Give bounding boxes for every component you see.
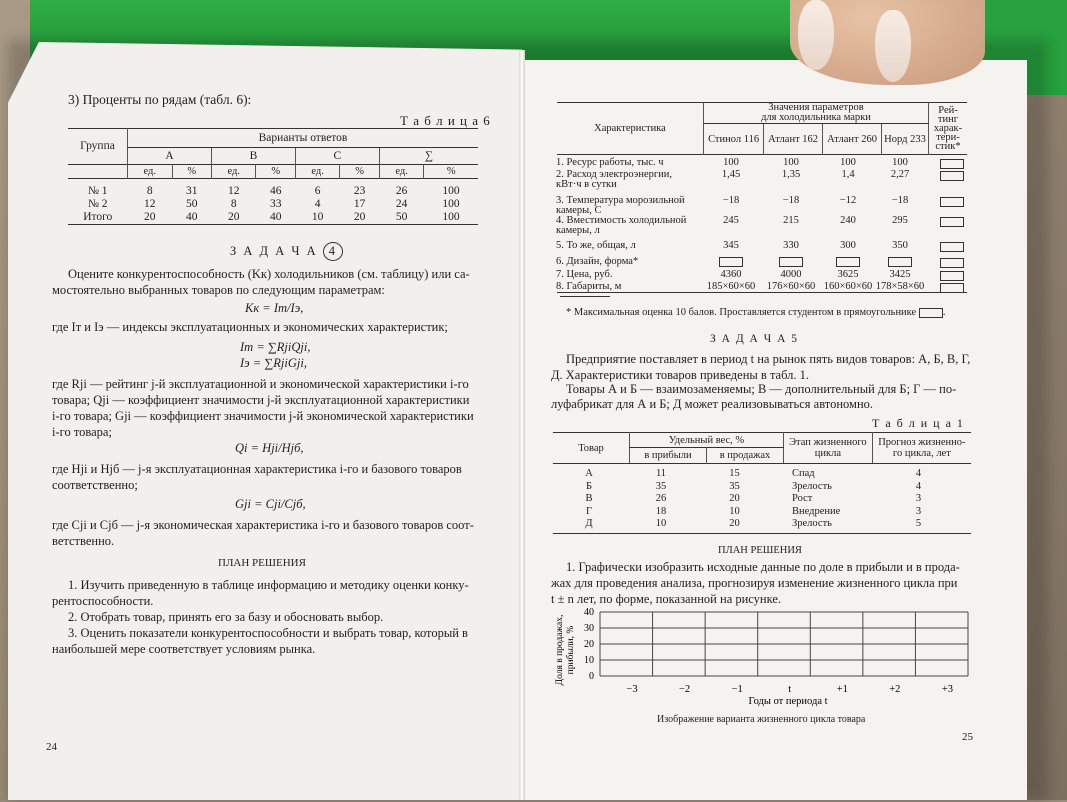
table6-subcol: % — [256, 165, 295, 179]
table-row — [68, 211, 478, 225]
rating-box — [940, 197, 964, 207]
chart-xtick: +1 — [836, 684, 848, 695]
para-text: где Iт и Iэ — индексы эксплуатационных и экономических характеристик; — [52, 320, 448, 334]
cell: 17 — [353, 198, 366, 210]
fridge-cell: 100 — [892, 157, 908, 168]
chart-ytick: 30 — [584, 623, 594, 634]
step-text: 2. Отобрать товар, принять его за базу и обосновать выбор. — [68, 610, 384, 624]
table1-cell: 10 — [655, 518, 667, 529]
table6-subcol: ед. — [128, 165, 173, 179]
table1-cell: 15 — [729, 468, 740, 479]
rating-box — [779, 257, 803, 267]
table1-cell: Зрелость — [792, 480, 832, 492]
table1-cell: 4 — [915, 480, 922, 492]
fridge-cell: −18 — [891, 195, 909, 206]
table1-cell: 4 — [915, 468, 922, 479]
table1-cell: 20 — [729, 518, 740, 529]
para-text: мостоятельно выбранных товаров по следующим параметрам: — [52, 283, 385, 297]
step-text: 3. Оценить показатели конкурентоспособности и выбрать товар, который в — [68, 626, 468, 640]
fridge-row-label2: камеры, л — [556, 225, 600, 236]
rating-box-cell — [940, 158, 964, 169]
fridge-cell: 300 — [840, 240, 856, 251]
footnote-rule — [560, 296, 610, 297]
table1-cell: Рост — [792, 493, 813, 504]
chart-ylabel-l1: Доля в продажах, — [555, 614, 565, 686]
table6-subcol: ед. — [295, 165, 340, 179]
rating-header-line: стик* — [935, 141, 961, 152]
fridge-row-label2: камеры, С — [556, 205, 602, 216]
fridge-cell: −12 — [839, 195, 857, 206]
table1-cell: А — [585, 468, 593, 479]
table6-col-b: B — [211, 148, 295, 165]
fridge-cell: 345 — [723, 240, 739, 251]
formula: Iэ = ∑RjiGji, — [240, 356, 307, 370]
row-label: № 2 — [87, 198, 108, 210]
table1-cell: Г — [585, 505, 593, 517]
para-text: ветственно. — [52, 534, 115, 548]
fridge-row-label2: кВт·ч в сутки — [556, 179, 617, 190]
table1-cell: 3 — [915, 505, 922, 517]
brand-header: Атлант 162 — [764, 124, 823, 155]
table6-col-a: A — [128, 148, 212, 165]
footnote-box — [919, 308, 943, 318]
cell: 20 — [144, 211, 156, 223]
table6-subcol: % — [172, 165, 211, 179]
cell: 100 — [442, 198, 460, 210]
fridge-cell: 240 — [840, 215, 856, 226]
fridge-cell: 4000 — [780, 269, 802, 280]
table1-stage-header — [784, 433, 873, 464]
forecast-header-l2: го цикла, лет — [892, 448, 951, 459]
fridge-rating-header — [929, 103, 968, 155]
para-text: где Cji и Cjб — j-я экономическая характеристика i-го и базового товаров соот- — [52, 518, 474, 532]
table1-cell: Д — [585, 518, 593, 529]
table6-subcol: % — [424, 165, 478, 179]
chart-ytick: 20 — [584, 639, 594, 650]
table1-sales-header: в продажах — [707, 448, 784, 464]
para-text: соответственно; — [52, 478, 138, 492]
fridge-row-label: 7. Цена, руб. — [556, 269, 613, 280]
rating-box — [940, 217, 964, 227]
rating-header-line: Рей- — [938, 105, 958, 116]
chart-caption: Изображение варианта жизненного цикла товара — [657, 714, 866, 725]
step-text: наибольшей мере соответствует условиям рынка. — [52, 642, 316, 656]
para-text: 1. Графически изобразить исходные данные по доле в прибыли и в прода- — [566, 560, 960, 574]
rating-box-cell — [940, 170, 964, 181]
step-text: 1. Изучить приведенную в таблице информацию и методику оценки конку- — [68, 578, 469, 592]
fridge-cell: 330 — [783, 240, 799, 251]
rating-box — [940, 271, 964, 281]
rating-box — [888, 257, 912, 267]
fridge-cell: 185×60×60 — [706, 281, 756, 292]
fridge-cell: 1,45 — [721, 169, 741, 180]
table6-col-c: C — [295, 148, 379, 165]
fridge-design-box — [820, 257, 876, 267]
para-text: Д. Характеристики товаров приведены в табл. 1. — [551, 368, 810, 382]
para-text: Предприятие поставляет в период t на рынок пять видов товаров: А, Б, В, Г, — [566, 352, 971, 366]
table1-bottom-rule — [553, 533, 971, 534]
row-label: Итого — [83, 211, 113, 223]
fridge-table-bottom-rule — [557, 292, 967, 293]
brand-header: Атлант 260 — [823, 124, 882, 155]
brand-header: Стинол 116 — [704, 124, 764, 155]
task5-title: З А Д А Ч А 5 — [710, 333, 799, 345]
left-heading: 3) Проценты по рядам (табл. 6): — [68, 92, 252, 107]
chart-xtick: t — [788, 684, 792, 695]
para-text: t ± n лет, по форме, показанной на рисунке. — [551, 592, 782, 606]
fridge-values-header-l2: для холодильника марки — [761, 112, 871, 123]
para-text: товара; Qji — коэффициент значимости j-й эксплуатационной характеристики — [52, 393, 470, 407]
table1 — [553, 432, 971, 464]
para-text: i-го товара; — [52, 425, 112, 439]
chart-xticks — [626, 684, 953, 695]
rating-header-line: харак- — [933, 123, 963, 134]
table1-cell: 35 — [729, 480, 740, 492]
cell: 20 — [227, 211, 240, 223]
fridge-cell: 4360 — [720, 269, 742, 280]
cell: 50 — [185, 198, 198, 210]
fridge-row-label: 4. Вместимость холодильной — [556, 215, 687, 226]
step-text: рентоспособности. — [52, 594, 154, 608]
rating-box — [940, 159, 964, 169]
fridge-cell: 350 — [892, 240, 908, 251]
plan-title-right: ПЛАН РЕШЕНИЯ — [718, 545, 802, 556]
table6-label: Т а б л и ц а 6 — [400, 113, 491, 128]
fridge-row-label: 6. Дизайн, форма* — [556, 256, 639, 267]
table6-subcol: % — [340, 165, 379, 179]
stage-header-l1: Этап жизненного — [789, 437, 867, 448]
lifecycle-chart — [548, 606, 988, 716]
fridge-cell: 1,35 — [781, 169, 801, 180]
table1-cell: Внедрение — [792, 505, 841, 517]
fridge-cell: 215 — [783, 215, 799, 226]
task4-title-text: З А Д А Ч А — [230, 244, 318, 258]
cell: 40 — [269, 211, 282, 223]
fridge-cell: 1,4 — [841, 169, 855, 180]
rating-box — [719, 257, 743, 267]
formula: Iт = ∑RjiQji, — [240, 340, 311, 354]
table1-cell: 26 — [655, 493, 667, 504]
fridge-cell: 100 — [723, 157, 739, 168]
chart-xtick: −3 — [626, 684, 638, 695]
chart-xlabel: Годы от периода t — [748, 696, 828, 707]
cell: 46 — [269, 185, 282, 197]
page-number-left: 24 — [46, 741, 57, 753]
table1-cell: 10 — [729, 505, 740, 517]
fridge-cell: 100 — [840, 157, 856, 168]
chart-xtick: +3 — [941, 684, 954, 695]
para-text: Товары А и Б — взаимозаменяемы; В — дополнительный для Б; Г — по- — [566, 382, 957, 396]
rating-box-cell — [940, 196, 964, 207]
table1-cell: Б — [585, 480, 593, 492]
rating-box-cell — [940, 241, 964, 252]
forecast-header-l1: Прогноз жизненно- — [878, 437, 966, 448]
table1-share-header: Удельный вес, % — [630, 433, 784, 448]
para-text: i-го товара; Gji — коэффициент значимости j-й экономической характеристики — [52, 409, 474, 423]
row-label: № 1 — [87, 185, 108, 197]
fridge-row-label: 1. Ресурс работы, тыс. ч — [556, 157, 664, 168]
table6-subcol: ед. — [211, 165, 256, 179]
fridge-design-box — [872, 257, 928, 267]
table6-group-header: Группа — [80, 140, 115, 152]
para-text: где Rji — рейтинг j-й эксплуатационной и экономической характеристики i-го — [52, 377, 469, 391]
table1-product-header: Товар — [553, 433, 630, 464]
table1-forecast-header — [872, 433, 971, 464]
table1-cell: В — [585, 493, 593, 504]
para-text: где Hji и Hjб — j-я эксплуатационная характеристика i-го и базового товаров — [52, 462, 462, 476]
fridge-row-label: 2. Расход электроэнергии, — [556, 169, 673, 180]
cell: 8 — [230, 198, 237, 210]
formula: Gji = Cji/Cjб, — [235, 497, 306, 511]
stage-header-l2: цикла — [814, 448, 841, 459]
chart-grid — [600, 612, 968, 676]
cell: 33 — [269, 198, 282, 210]
chart-ytick: 40 — [584, 607, 594, 618]
fridge-cell: 176×60×60 — [766, 281, 816, 292]
rating-header-line: тери- — [936, 132, 960, 143]
rating-box-cell — [940, 216, 964, 227]
fridge-cell: 3425 — [889, 269, 911, 280]
cell: 4 — [314, 198, 321, 210]
fridge-cell: −18 — [722, 195, 740, 206]
table1-label: Т а б л и ц а 1 — [872, 416, 965, 430]
table1-cell: 5 — [915, 518, 922, 529]
cell: 12 — [144, 198, 156, 210]
fridge-design-box — [703, 257, 759, 267]
fridge-cell: −18 — [782, 195, 800, 206]
cell: 20 — [353, 211, 366, 223]
fridge-row-label: 8. Габариты, м — [556, 281, 622, 292]
chart-ytick: 10 — [584, 655, 594, 666]
table1-cell: 18 — [655, 505, 667, 517]
fridge-table — [557, 102, 967, 155]
cell: 24 — [395, 198, 408, 210]
table1-cell: Зрелость — [792, 518, 832, 529]
fridge-cell: 178×58×60 — [875, 281, 925, 292]
footnote: * Максимальная оценка 10 балов. Проставляется студентом в прямоугольнике . — [566, 307, 946, 318]
table1-cell: 3 — [915, 493, 922, 504]
chart-ytick: 0 — [589, 671, 594, 682]
task4-number-circled: 4 — [323, 242, 343, 261]
rating-header-line: тинг — [937, 114, 959, 125]
fridge-values-header-l1: Значения параметров — [768, 102, 864, 113]
table1-cell: 35 — [655, 480, 667, 492]
fridge-cell: 160×60×60 — [823, 281, 873, 292]
fridge-design-box — [763, 257, 819, 267]
chart-xtick: −1 — [731, 684, 743, 695]
table1-profit-header: в прибыли — [630, 448, 707, 464]
chart-xtick: +2 — [889, 684, 901, 695]
cell: 23 — [353, 185, 366, 197]
fridge-cell: 245 — [723, 215, 739, 226]
rating-box — [836, 257, 860, 267]
cell: 12 — [227, 185, 240, 197]
rating-box — [940, 171, 964, 181]
fingernail — [798, 0, 834, 70]
fingernail — [875, 10, 911, 82]
cell: 100 — [442, 185, 460, 197]
cell: 31 — [185, 185, 198, 197]
table6 — [68, 128, 478, 225]
table6-col-sum: ∑ — [379, 148, 478, 165]
fridge-char-header: Характеристика — [594, 123, 666, 134]
hand — [790, 0, 985, 85]
fridge-cell: 2,27 — [890, 169, 910, 180]
table-row — [68, 185, 478, 198]
fridge-cell: 295 — [892, 215, 908, 226]
cell: 6 — [314, 185, 321, 197]
cell: 10 — [311, 211, 324, 223]
task4-title — [230, 242, 343, 261]
fridge-row-label: 5. То же, общая, л — [556, 240, 636, 251]
cell: 26 — [395, 185, 408, 197]
cell: 8 — [146, 185, 153, 197]
page-fold — [519, 50, 525, 800]
rating-box-cell — [940, 270, 964, 281]
table6-subcol: ед. — [379, 165, 424, 179]
chart-ylabel-l2: прибыли, % — [566, 625, 576, 675]
fridge-row-label: 3. Температура морозильной — [556, 195, 685, 206]
fridge-values-header — [704, 103, 929, 124]
cell: 40 — [185, 211, 198, 223]
table6-variants-header: Варианты ответов — [128, 129, 479, 148]
formula: Qi = Hji/Hjб, — [235, 441, 304, 455]
rating-box-cell — [940, 257, 964, 268]
plan-title-left: ПЛАН РЕШЕНИЯ — [218, 557, 306, 569]
chart-xtick: −2 — [678, 684, 691, 695]
fridge-cell: 100 — [783, 157, 799, 168]
table1-cell: Спад — [792, 468, 815, 479]
rating-box — [940, 242, 964, 252]
cell: 50 — [395, 211, 408, 223]
para-text: жах для проведения анализа, прогнозируя изменение жизненного цикла при — [551, 576, 958, 590]
table1-cell: 20 — [729, 493, 740, 504]
para-text: луфабрикат для А и Б; Д может реализовываться автономно. — [551, 397, 874, 411]
formula: Kк = Iт/Iэ, — [245, 301, 304, 315]
fridge-cell: 3625 — [837, 269, 859, 280]
chart-yticks — [584, 607, 594, 682]
table1-cell: 11 — [655, 468, 667, 479]
brand-header: Норд 233 — [882, 124, 929, 155]
cell: 100 — [442, 211, 460, 223]
rating-box — [940, 258, 964, 268]
footnote-text: * Максимальная оценка 10 балов. Проставляется студентом в прямоугольнике — [566, 307, 917, 318]
table-row — [68, 198, 478, 211]
para-text: Оцените конкурентоспособность (Kк) холодильников (см. таблицу) или са- — [68, 267, 470, 281]
page-number-right: 25 — [962, 731, 973, 743]
